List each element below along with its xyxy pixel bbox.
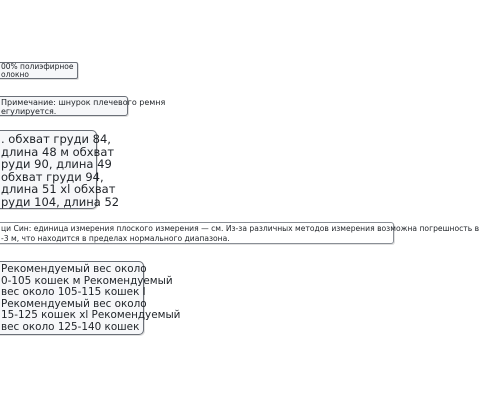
bust-line-6: руди 104, длина 52 <box>1 194 120 209</box>
weight-line-3: вес около 105-115 кошек l <box>1 286 146 299</box>
material-line-2: олокно <box>1 70 29 79</box>
weight-recommendation-callout <box>0 261 181 335</box>
weight-line-6: вес около 125-140 кошек <box>1 320 140 333</box>
material-callout <box>0 62 78 79</box>
bust-line-3: руди 90, длина 49 <box>1 157 112 172</box>
bust-size-callout <box>0 130 120 209</box>
bust-line-1: . обхват груди 84, <box>1 132 111 146</box>
note-line-1: Примечание: шнурок плечевого ремня <box>1 98 166 107</box>
measure-line-2: -3 м, что находится в пределах нормального диапазона. <box>1 234 230 243</box>
weight-line-2: 0-105 кошек м Рекомендуемый <box>1 274 173 287</box>
bust-line-2: длина 48 м обхват <box>1 144 115 159</box>
measurement-note-callout <box>0 222 479 244</box>
note-line-2: егулируется. <box>1 107 57 116</box>
material-line-1: 00% полиэфирное <box>1 62 74 71</box>
note-callout <box>0 96 166 116</box>
bust-line-5: длина 51 xl обхват <box>1 182 116 197</box>
weight-line-1: Рекомендуемый вес около <box>1 263 147 275</box>
measure-line-1: ци Син: единица измерения плоского измерения — см. Из-за различных методов измерения возможна погрешность в <box>1 224 479 233</box>
weight-line-5: 15-125 кошек xl Рекомендуемый <box>1 309 181 322</box>
weight-line-4: Рекомендуемый вес около <box>1 297 147 310</box>
bust-line-4: обхват груди 94, <box>1 169 104 184</box>
